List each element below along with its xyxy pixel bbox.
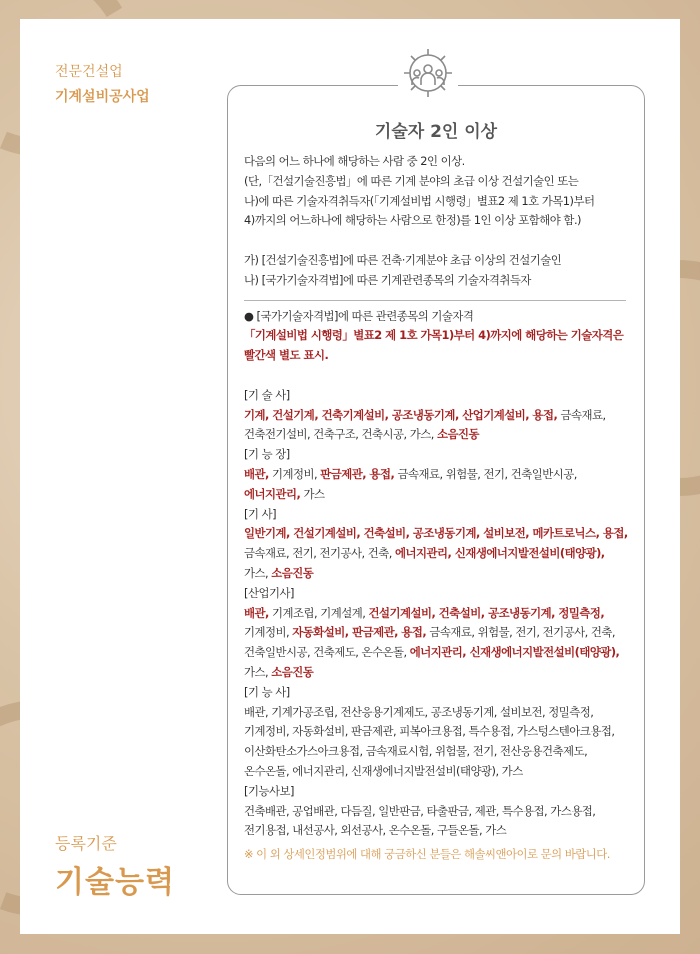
- red-note-line: 빨간색 별도 표시.: [244, 348, 329, 363]
- requirement-item: 나) [국가기술자격법]에 따른 기계관련종목의 기술자격취득자: [244, 272, 531, 287]
- highlighted-qualification: 소음진동: [271, 565, 314, 580]
- highlighted-qualification: 판금제관, 용접,: [320, 466, 395, 481]
- divider: [244, 300, 626, 301]
- qualification-text: 기계조립, 기계설계,: [268, 605, 369, 620]
- card-content: [244, 152, 634, 865]
- category-sub: 전문건설업: [55, 64, 123, 80]
- registration-main: 기술능력: [55, 865, 175, 900]
- category-main: 기계설비공사업: [55, 89, 150, 105]
- qualification-line: [244, 663, 634, 683]
- qualification-line: [244, 802, 634, 822]
- qualification-line: [244, 722, 634, 742]
- qualification-text: 금속재료,: [557, 407, 606, 422]
- requirements-card: [227, 85, 645, 895]
- registration-sub: 등록기준: [55, 834, 117, 853]
- intro-line: (단,「건설기술진흥법」에 따른 기계 분야의 초급 이상 건설기술인 또는: [244, 173, 579, 188]
- section-header: [산업기사]: [244, 585, 294, 600]
- qualification-text: 기계정비,: [268, 466, 321, 481]
- section-header: [기 술 사]: [244, 387, 290, 402]
- highlighted-qualification: 건설기계설비, 건축설비, 공조냉동기계, 정밀측정,: [368, 605, 605, 620]
- qualification-line: [244, 425, 634, 445]
- footer-note: ※ 이 외 상세인정범위에 대해 궁금하신 분들은 해솔씨앤아이로 문의 바랍니다.: [244, 847, 610, 862]
- qualification-text: 기계정비, 자동화설비, 판금제관, 피복아크용접, 특수용접, 가스텅스텐아크용접,: [244, 724, 615, 739]
- qualification-line: [244, 406, 634, 426]
- intro-line: 4)까지의 어느하나에 해당하는 사람으로 한정)를 1인 이상 포함해야 함.): [244, 213, 582, 228]
- qualification-line: [244, 762, 634, 782]
- highlighted-qualification: 배관,: [244, 466, 269, 481]
- qualification-line: [244, 742, 634, 762]
- qualification-text: 건축일반시공, 건축제도, 온수온돌,: [244, 645, 410, 660]
- section-header: [기 능 사]: [244, 684, 290, 699]
- qualification-line: [244, 524, 634, 544]
- spacer: [244, 231, 634, 251]
- highlighted-qualification: 에너지관리, 신재생에너지발전설비(태양광),: [395, 546, 605, 561]
- red-note-line: 「기계설비법 시행령」별표2 제 1호 가목1)부터 4)까지에 해당하는 기술자격은: [244, 328, 624, 343]
- highlighted-qualification: 일반기계, 건설기계설비, 건축설비, 공조냉동기계, 설비보전, 메카트로닉스, 용접,: [244, 526, 628, 541]
- qualification-line: [244, 465, 634, 485]
- qualification-text: 배관, 기계가공조립, 전산응용기계제도, 공조냉동기계, 설비보전, 정밀측정,: [244, 704, 594, 719]
- spacer: [244, 366, 634, 386]
- qualification-text: 금속재료, 위험물, 전기, 전기공사, 건축,: [426, 625, 615, 640]
- highlighted-qualification: 자동화설비, 판금제관, 용접,: [292, 625, 427, 640]
- qualification-text: 가스: [300, 486, 325, 501]
- document-page: [20, 19, 680, 934]
- qualification-line: [244, 564, 634, 584]
- qualification-text: 금속재료, 위험물, 전기, 건축일반시공,: [394, 466, 577, 481]
- gear-people-icon: [398, 41, 458, 105]
- intro-line: 나)에 따른 기술자격취득자(「기계설비법 시행령」별표2 제 1호 가목1)부터: [244, 193, 595, 208]
- qualification-line: [244, 544, 634, 564]
- qualification-text: 전기용접, 내선공사, 외선공사, 온수온돌, 구들온돌, 가스: [244, 823, 507, 838]
- qualification-line: [244, 604, 634, 624]
- card-title: 기술자 2인 이상: [374, 122, 498, 142]
- qualification-line: [244, 821, 634, 841]
- qualification-text: 이산화탄소가스아크용접, 금속재료시험, 위험물, 전기, 전산응용건축제도,: [244, 744, 588, 759]
- qualification-text: 가스,: [244, 565, 272, 580]
- qualification-text: 건축배관, 공업배관, 다듬질, 일반판금, 타출판금, 제관, 특수용접, 가스용접,: [244, 803, 596, 818]
- qualification-line: [244, 623, 634, 643]
- qualification-text: 금속재료, 전기, 전기공사, 건축,: [244, 546, 396, 561]
- bullet-heading: ● [국가기술자격법]에 따른 관련종목의 기술자격: [244, 308, 474, 323]
- highlighted-qualification: 소음진동: [437, 427, 480, 442]
- qualification-line: [244, 643, 634, 663]
- section-header: [기 사]: [244, 506, 277, 521]
- qualification-line: [244, 485, 634, 505]
- highlighted-qualification: 배관,: [244, 605, 269, 620]
- qualification-text: 가스,: [244, 664, 272, 679]
- highlighted-qualification: 에너지관리,: [244, 486, 301, 501]
- requirement-item: 가) [건설기술진흥법]에 따른 건축·기계분야 초급 이상의 건설기술인: [244, 252, 562, 267]
- intro-line: 다음의 어느 하나에 해당하는 사람 중 2인 이상.: [244, 154, 465, 168]
- qualification-text: 온수온돌, 에너지관리, 신재생에너지발전설비(태양광), 가스: [244, 763, 523, 778]
- highlighted-qualification: 소음진동: [271, 664, 314, 679]
- qualification-text: 기계정비,: [244, 625, 293, 640]
- section-header: [기 능 장]: [244, 447, 290, 462]
- qualification-line: [244, 703, 634, 723]
- qualification-text: 건축전기설비, 건축구조, 건축시공, 가스,: [244, 427, 438, 442]
- highlighted-qualification: 기계, 건설기계, 건축기계설비, 공조냉동기계, 산업기계설비, 용접,: [244, 407, 558, 422]
- highlighted-qualification: 에너지관리, 신재생에너지발전설비(태양광),: [409, 645, 620, 660]
- section-header: [기능사보]: [244, 783, 294, 798]
